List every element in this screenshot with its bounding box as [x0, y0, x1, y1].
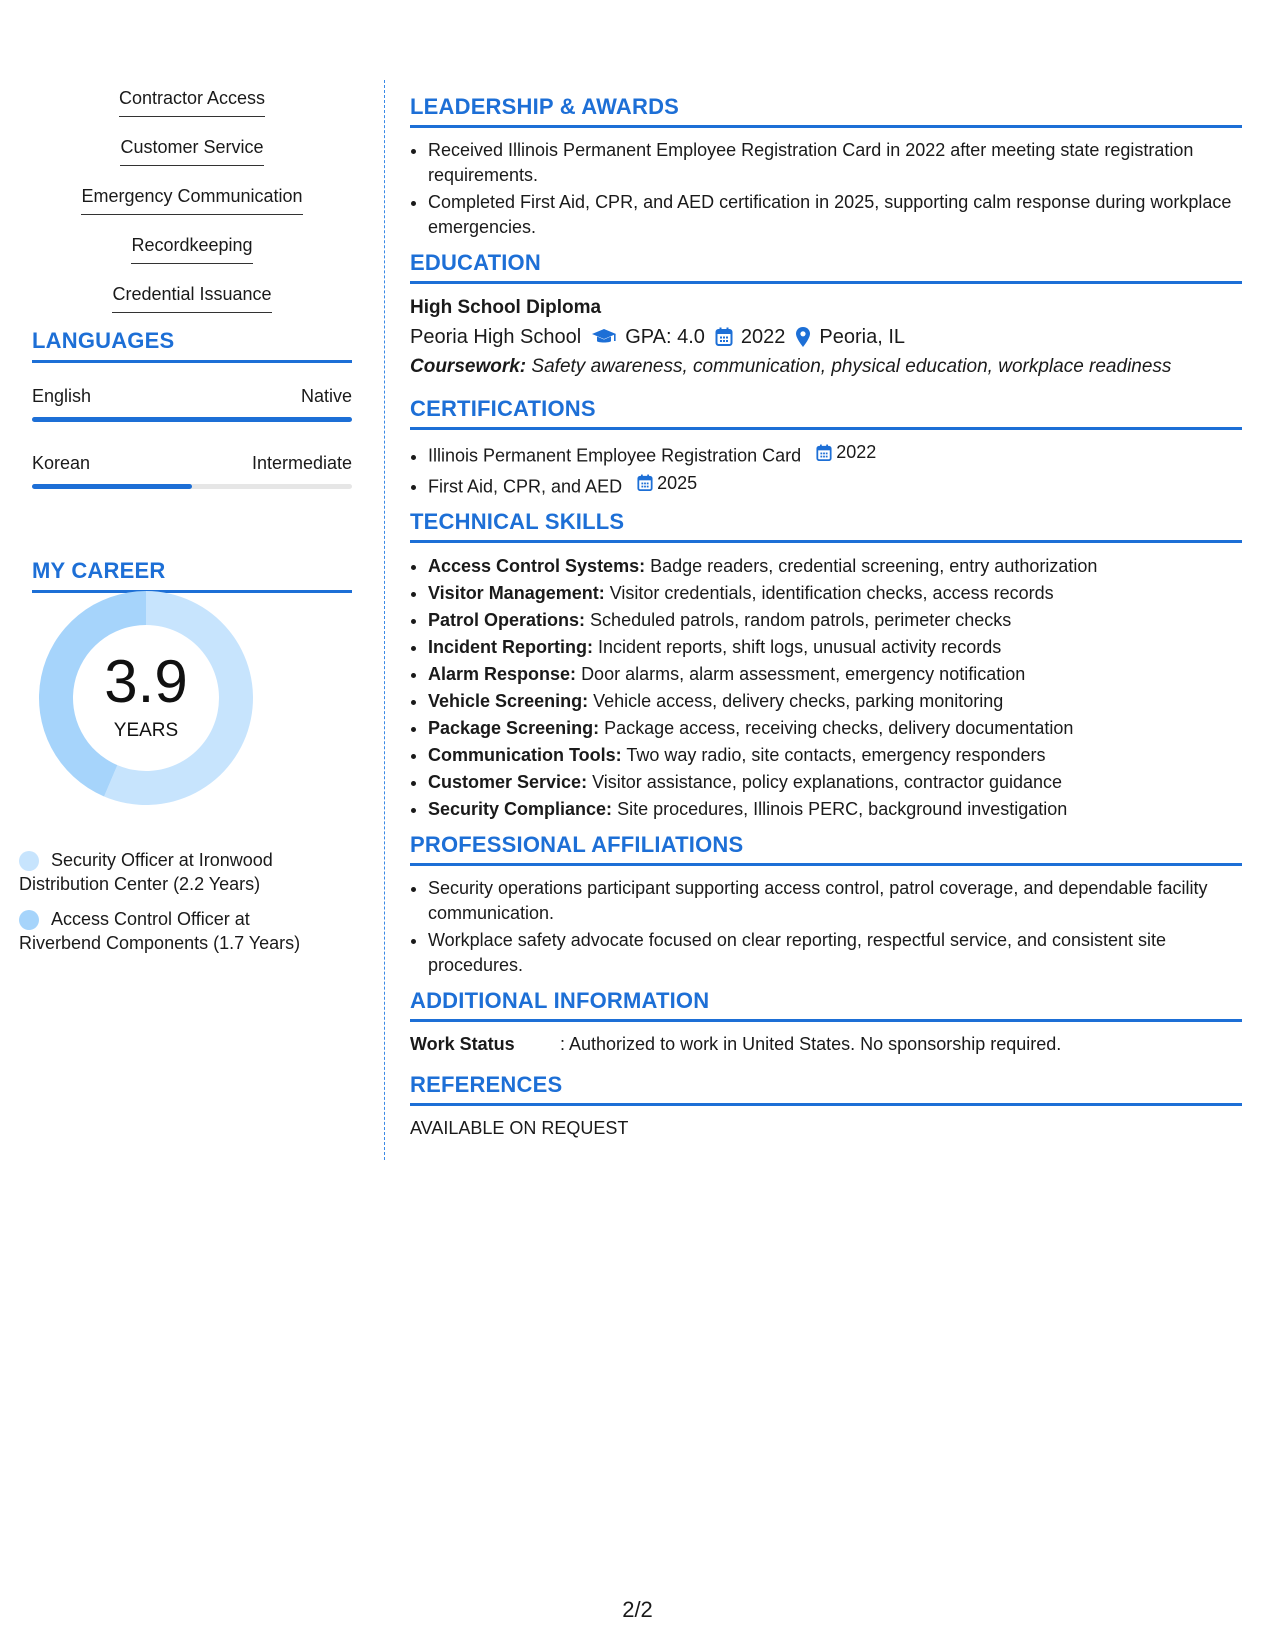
skill-item: [428, 580, 1242, 606]
skill-item: [428, 634, 1242, 660]
skill-item: [428, 553, 1242, 579]
section-heading: EDUCATION: [410, 250, 1242, 284]
language-bar-fill: [32, 484, 192, 489]
legend-dot: [19, 851, 39, 871]
education-location: Peoria, IL: [819, 326, 905, 348]
language-level: Native: [300, 386, 352, 406]
certification-item: [428, 471, 1242, 500]
career-legend-label: Access Control Officer at Riverbend Components (1.7 Years): [19, 909, 301, 953]
technical-skills-section: [410, 509, 1242, 822]
language-name: Korean: [32, 453, 91, 473]
career-total-value: 3.9: [104, 648, 188, 715]
location-pin-icon: [795, 326, 811, 348]
list-item: • Security operations participant supporting access control, patrol coverage, and dependable facility communication.: [428, 876, 1242, 926]
career-total-unit: YEARS: [113, 720, 179, 741]
section-heading: REFERENCES: [410, 1072, 1242, 1106]
career-legend-label: Security Officer at Ironwood Distribution Center (2.2 Years): [19, 850, 273, 894]
skill-item: [428, 769, 1242, 795]
education-section: [410, 250, 1242, 382]
skill-value: Visitor assistance, policy explanations, contractor guidance: [592, 772, 1063, 792]
calendar-icon: [816, 444, 832, 462]
skill-key: Package Screening:: [428, 718, 600, 738]
skill-tags: [32, 80, 352, 324]
skill-value: Vehicle access, delivery checks, parking monitoring: [593, 691, 1004, 711]
career-heading: MY CAREER: [32, 558, 352, 593]
skill-key: Incident Reporting:: [428, 637, 593, 657]
section-heading: ADDITIONAL INFORMATION: [410, 988, 1242, 1022]
leadership-section: [410, 94, 1242, 240]
skill-key: Visitor Management:: [428, 583, 605, 603]
certification-item: [428, 440, 1242, 469]
section-heading: TECHNICAL SKILLS: [410, 509, 1242, 543]
career-donut-chart: [33, 585, 259, 811]
affiliations-section: [410, 832, 1242, 978]
skill-key: Customer Service:: [428, 772, 588, 792]
education-gpa: GPA: 4.0: [625, 326, 705, 348]
skill-key: Access Control Systems:: [428, 556, 646, 576]
right-column: [410, 94, 1242, 1150]
skill-value: Two way radio, site contacts, emergency responders: [626, 745, 1046, 765]
language-item-english: [32, 386, 352, 422]
career-legend-item: [19, 907, 309, 955]
column-divider: [384, 80, 385, 1160]
languages-heading: LANGUAGES: [32, 328, 352, 363]
education-degree: High School Diploma: [410, 297, 602, 318]
additional-info-section: [410, 988, 1242, 1056]
language-level: Intermediate: [251, 453, 352, 473]
language-bar: [32, 417, 352, 422]
skill-item: [428, 661, 1242, 687]
section-heading: PROFESSIONAL AFFILIATIONS: [410, 832, 1242, 866]
skill-value: Visitor credentials, identification checks, access records: [609, 583, 1054, 603]
references-text: AVAILABLE ON REQUEST: [410, 1118, 629, 1138]
career-legend-item: [19, 848, 309, 896]
certification-name: Illinois Permanent Employee Registration Card: [428, 445, 802, 466]
list-item: • Completed First Aid, CPR, and AED certification in 2025, supporting calm response during workplace emergencies.: [428, 190, 1242, 240]
skill-key: Communication Tools:: [428, 745, 622, 765]
certification-name: First Aid, CPR, and AED: [428, 476, 623, 496]
skill-key: Alarm Response:: [428, 664, 577, 684]
skill-key: Security Compliance:: [428, 799, 613, 819]
language-bar: [32, 484, 352, 489]
list-item: • Workplace safety advocate focused on clear reporting, respectful service, and consistent site procedures.: [428, 928, 1242, 978]
skill-value: Door alarms, alarm assessment, emergency notification: [581, 664, 1026, 684]
skill-tag: Emergency Communication: [81, 185, 302, 215]
language-name: English: [32, 386, 92, 406]
education-coursework: [410, 352, 1242, 382]
certification-year: 2025: [657, 472, 698, 493]
skill-value: Site procedures, Illinois PERC, background investigation: [617, 799, 1068, 819]
skill-item: [428, 688, 1242, 714]
skill-value: Incident reports, shift logs, unusual activity records: [598, 637, 1002, 657]
education-school: Peoria High School: [410, 326, 582, 348]
skill-tag: Customer Service: [120, 136, 263, 166]
coursework-label: Coursework:: [410, 356, 527, 377]
languages-section: [32, 328, 352, 489]
skill-item: [428, 742, 1242, 768]
left-column: [32, 80, 352, 324]
career-legend: [19, 848, 309, 966]
skill-item: [428, 607, 1242, 633]
skill-item: [428, 796, 1242, 822]
skill-value: Package access, receiving checks, delivery documentation: [604, 718, 1074, 738]
skill-value: Badge readers, credential screening, entry authorization: [650, 556, 1098, 576]
skill-key: Vehicle Screening:: [428, 691, 589, 711]
education-year: 2022: [740, 326, 786, 348]
skill-key: Patrol Operations:: [428, 610, 586, 630]
skill-tag: Recordkeeping: [131, 234, 252, 264]
certification-year: 2022: [836, 442, 877, 462]
list-item: • Received Illinois Permanent Employee Registration Card in 2022 after meeting state registration requirements.: [428, 138, 1242, 188]
section-heading: LEADERSHIP & AWARDS: [410, 94, 1242, 128]
section-heading: CERTIFICATIONS: [410, 396, 1242, 430]
skill-tag: Contractor Access: [119, 87, 265, 117]
work-status-value: : Authorized to work in United States. No sponsorship required.: [560, 1034, 1062, 1054]
coursework-text: Safety awareness, communication, physical education, workplace readiness: [531, 356, 1172, 377]
page-number: 2/2: [622, 1597, 653, 1622]
work-status-row: [410, 1032, 1242, 1056]
work-status-label: Work Status: [410, 1034, 515, 1054]
certifications-section: [410, 396, 1242, 499]
skill-value: Scheduled patrols, random patrols, perimeter checks: [590, 610, 1012, 630]
skill-item: [428, 715, 1242, 741]
language-bar-fill: [32, 417, 352, 422]
education-meta: [410, 322, 1242, 352]
skill-tag: Credential Issuance: [112, 283, 271, 313]
calendar-icon: [637, 474, 653, 492]
legend-dot: [19, 910, 39, 930]
language-item-korean: [32, 453, 352, 489]
references-section: [410, 1072, 1242, 1140]
calendar-icon: [715, 327, 733, 347]
graduation-cap-icon: [591, 327, 617, 347]
